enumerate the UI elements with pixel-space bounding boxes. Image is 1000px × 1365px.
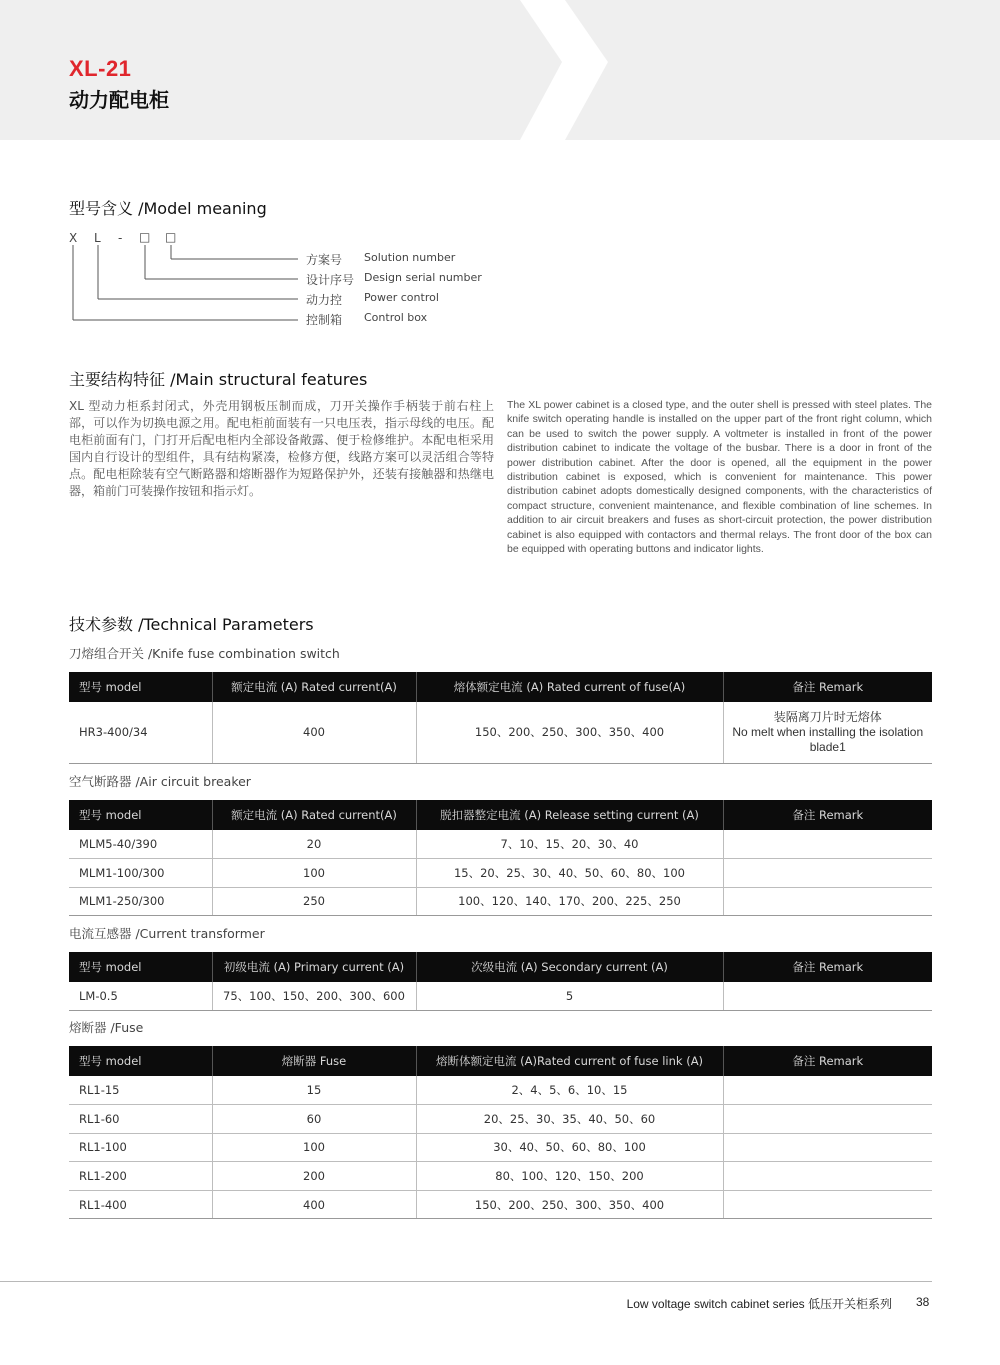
cell-model: RL1-400 xyxy=(69,1190,212,1219)
chevron-decoration xyxy=(0,0,1000,140)
cell-model: RL1-15 xyxy=(69,1076,212,1105)
cell-value: 60 xyxy=(212,1105,416,1134)
cell-model: MLM5-40/390 xyxy=(69,830,212,859)
header-cell: 备注 Remark xyxy=(723,1046,932,1076)
footer-series-label: Low voltage switch cabinet series 低压开关柜系列 xyxy=(626,1297,892,1311)
knife-switch-subtitle: 刀熔组合开关 /Knife fuse combination switch xyxy=(69,646,340,661)
header-cell: 熔断体额定电流 (A)Rated current of fuse link (A) xyxy=(416,1046,723,1076)
diagram-row-cn: 控制箱 xyxy=(306,313,343,327)
diagram-row xyxy=(306,291,439,308)
cell-model: MLM1-100/300 xyxy=(69,859,212,888)
header-cell: 额定电流 (A) Rated current(A) xyxy=(212,800,416,830)
diagram-row xyxy=(306,251,456,268)
cell-remark xyxy=(723,982,932,1011)
table-row xyxy=(69,702,932,763)
header-cell: 次级电流 (A) Secondary current (A) xyxy=(416,952,723,982)
header-band xyxy=(0,0,1000,140)
diagram-row-en: Solution number xyxy=(364,251,456,264)
table-row xyxy=(69,1076,932,1105)
air-breaker-subtitle: 空气断路器 /Air circuit breaker xyxy=(69,774,251,789)
header-cell: 备注 Remark xyxy=(723,800,932,830)
table-row xyxy=(69,1133,932,1162)
cell-value: 200 xyxy=(212,1162,416,1191)
cell-remark xyxy=(723,1162,932,1191)
cell-model: RL1-60 xyxy=(69,1105,212,1134)
table-row xyxy=(69,1190,932,1219)
cell-model: RL1-200 xyxy=(69,1162,212,1191)
tech-params-title: 技术参数 /Technical Parameters xyxy=(69,615,314,634)
cell-remark xyxy=(723,1133,932,1162)
cell-remark xyxy=(723,1076,932,1105)
table-row xyxy=(69,859,932,888)
cell-value: 400 xyxy=(212,702,416,763)
header-cell: 熔断器 Fuse xyxy=(212,1046,416,1076)
header-cell: 初级电流 (A) Primary current (A) xyxy=(212,952,416,982)
cell-value: 250 xyxy=(212,887,416,916)
diagram-row xyxy=(306,271,482,288)
table-row xyxy=(69,887,932,916)
header-cell: 型号 model xyxy=(69,672,212,702)
diagram-row-en: Control box xyxy=(364,311,428,324)
diagram-row-en: Design serial number xyxy=(364,271,482,284)
knife-switch-table xyxy=(69,672,932,764)
cell-value: 150、200、250、300、350、400 xyxy=(416,702,723,763)
footer-divider xyxy=(0,1281,932,1282)
diagram-row xyxy=(306,311,428,328)
features-text-cn: XL 型动力柜系封闭式，外壳用钢板压制而成，刀开关操作手柄装于前右柱上部，可以作为切换电源之用。配电柜前面装有一只电压表，指示母线的电压。配电柜前面有门，门打开后配电柜内全部设备敞露、便于检修维护。本配电柜采用国内自行设计的型组件，具有结构紧凑，检修方便，线路方案可以灵活组合等特点。配电柜除装有空气断路器和熔断器作为短路保护外，还装有接触器和热继电器，箱前门可装操作按钮和指示灯。 xyxy=(69,399,494,498)
cell-remark xyxy=(723,1190,932,1219)
header-cell: 型号 model xyxy=(69,952,212,982)
current-transformer-subtitle: 电流互感器 /Current transformer xyxy=(69,926,265,941)
air-breaker-table xyxy=(69,800,932,916)
cell-value: 2、4、5、6、10、15 xyxy=(416,1076,723,1105)
cell-value: 75、100、150、200、300、600 xyxy=(212,982,416,1011)
cell-value: 100 xyxy=(212,1133,416,1162)
diagram-row-cn: 方案号 xyxy=(306,253,343,267)
diagram-row-cn: 设计序号 xyxy=(306,273,355,287)
current-transformer-table xyxy=(69,952,932,1011)
remark-en: No melt when installing the isolation blade1 xyxy=(732,724,924,754)
model-code: XL-21 xyxy=(69,56,132,81)
model-meaning-diagram xyxy=(66,228,506,338)
cell-value: 30、40、50、60、80、100 xyxy=(416,1133,723,1162)
cell-model: HR3-400/34 xyxy=(69,702,212,763)
fuse-subtitle: 熔断器 /Fuse xyxy=(69,1020,144,1035)
table-row xyxy=(69,1105,932,1134)
page-number: 38 xyxy=(916,1295,930,1309)
cell-remark xyxy=(723,1105,932,1134)
diagram-letter-l: L xyxy=(94,231,101,245)
cell-remark xyxy=(723,859,932,888)
cell-value: 400 xyxy=(212,1190,416,1219)
header-cell: 备注 Remark xyxy=(723,672,932,702)
header-cell: 备注 Remark xyxy=(723,952,932,982)
cell-value: 7、10、15、20、30、40 xyxy=(416,830,723,859)
cell-value: 100、120、140、170、200、225、250 xyxy=(416,887,723,916)
cell-remark xyxy=(723,830,932,859)
fuse-table xyxy=(69,1046,932,1219)
model-meaning-title: 型号含义 /Model meaning xyxy=(69,199,267,218)
cell-model: MLM1-250/300 xyxy=(69,887,212,916)
table-header-row xyxy=(69,672,932,702)
model-name: 动力配电柜 xyxy=(69,88,169,112)
cell-value: 5 xyxy=(416,982,723,1011)
cell-value: 20、25、30、35、40、50、60 xyxy=(416,1105,723,1134)
table-row xyxy=(69,1162,932,1191)
header-cell: 额定电流 (A) Rated current(A) xyxy=(212,672,416,702)
cell-remark xyxy=(723,702,932,763)
header-cell: 型号 model xyxy=(69,800,212,830)
header-cell: 熔体额定电流 (A) Rated current of fuse(A) xyxy=(416,672,723,702)
features-title: 主要结构特征 /Main structural features xyxy=(69,370,368,389)
cell-value: 80、100、120、150、200 xyxy=(416,1162,723,1191)
cell-remark xyxy=(723,887,932,916)
cell-value: 20 xyxy=(212,830,416,859)
cell-value: 150、200、250、300、350、400 xyxy=(416,1190,723,1219)
cell-model: RL1-100 xyxy=(69,1133,212,1162)
diagram-box-2: □ xyxy=(165,230,177,244)
cell-value: 15 xyxy=(212,1076,416,1105)
table-header-row xyxy=(69,800,932,830)
diagram-letter-x: X xyxy=(69,231,78,245)
diagram-row-cn: 动力控 xyxy=(306,293,343,307)
cell-value: 100 xyxy=(212,859,416,888)
cell-value: 15、20、25、30、40、50、60、80、100 xyxy=(416,859,723,888)
table-row xyxy=(69,982,932,1011)
diagram-dash: - xyxy=(118,231,123,245)
table-header-row xyxy=(69,952,932,982)
remark-cn: 装隔离刀片时无熔体 xyxy=(773,709,882,724)
cell-model: LM-0.5 xyxy=(69,982,212,1011)
header-cell: 脱扣器整定电流 (A) Release setting current (A) xyxy=(416,800,723,830)
diagram-row-en: Power control xyxy=(364,291,439,304)
header-cell: 型号 model xyxy=(69,1046,212,1076)
table-header-row xyxy=(69,1046,932,1076)
table-row xyxy=(69,830,932,859)
diagram-box-1: □ xyxy=(139,230,151,244)
features-text-en: The XL power cabinet is a closed type, and the outer shell is pressed with steel plates. The knife switch operating handle is installed on the upper part of the front right column, which can be used to switch the power supply. A voltmeter is installed in front of the power distribution cabinet to indicate the voltage of the busbar. There is a door in front of the power distribution cabinet. After the door is opened, all the equipment in the power distribution cabinet is exposed, which is convenient for maintenance. This power distribution cabinet adopts domestically designed components, with the characteristics of compact structure, convenient maintenance, and flexible combination of line schemes. In addition to air circuit breakers and fuses as short-circuit protection, the power distribution cabinet is also equipped with contactors and thermal relays. The front door of the box can be equipped with operating buttons and indicator lights. xyxy=(507,399,932,556)
